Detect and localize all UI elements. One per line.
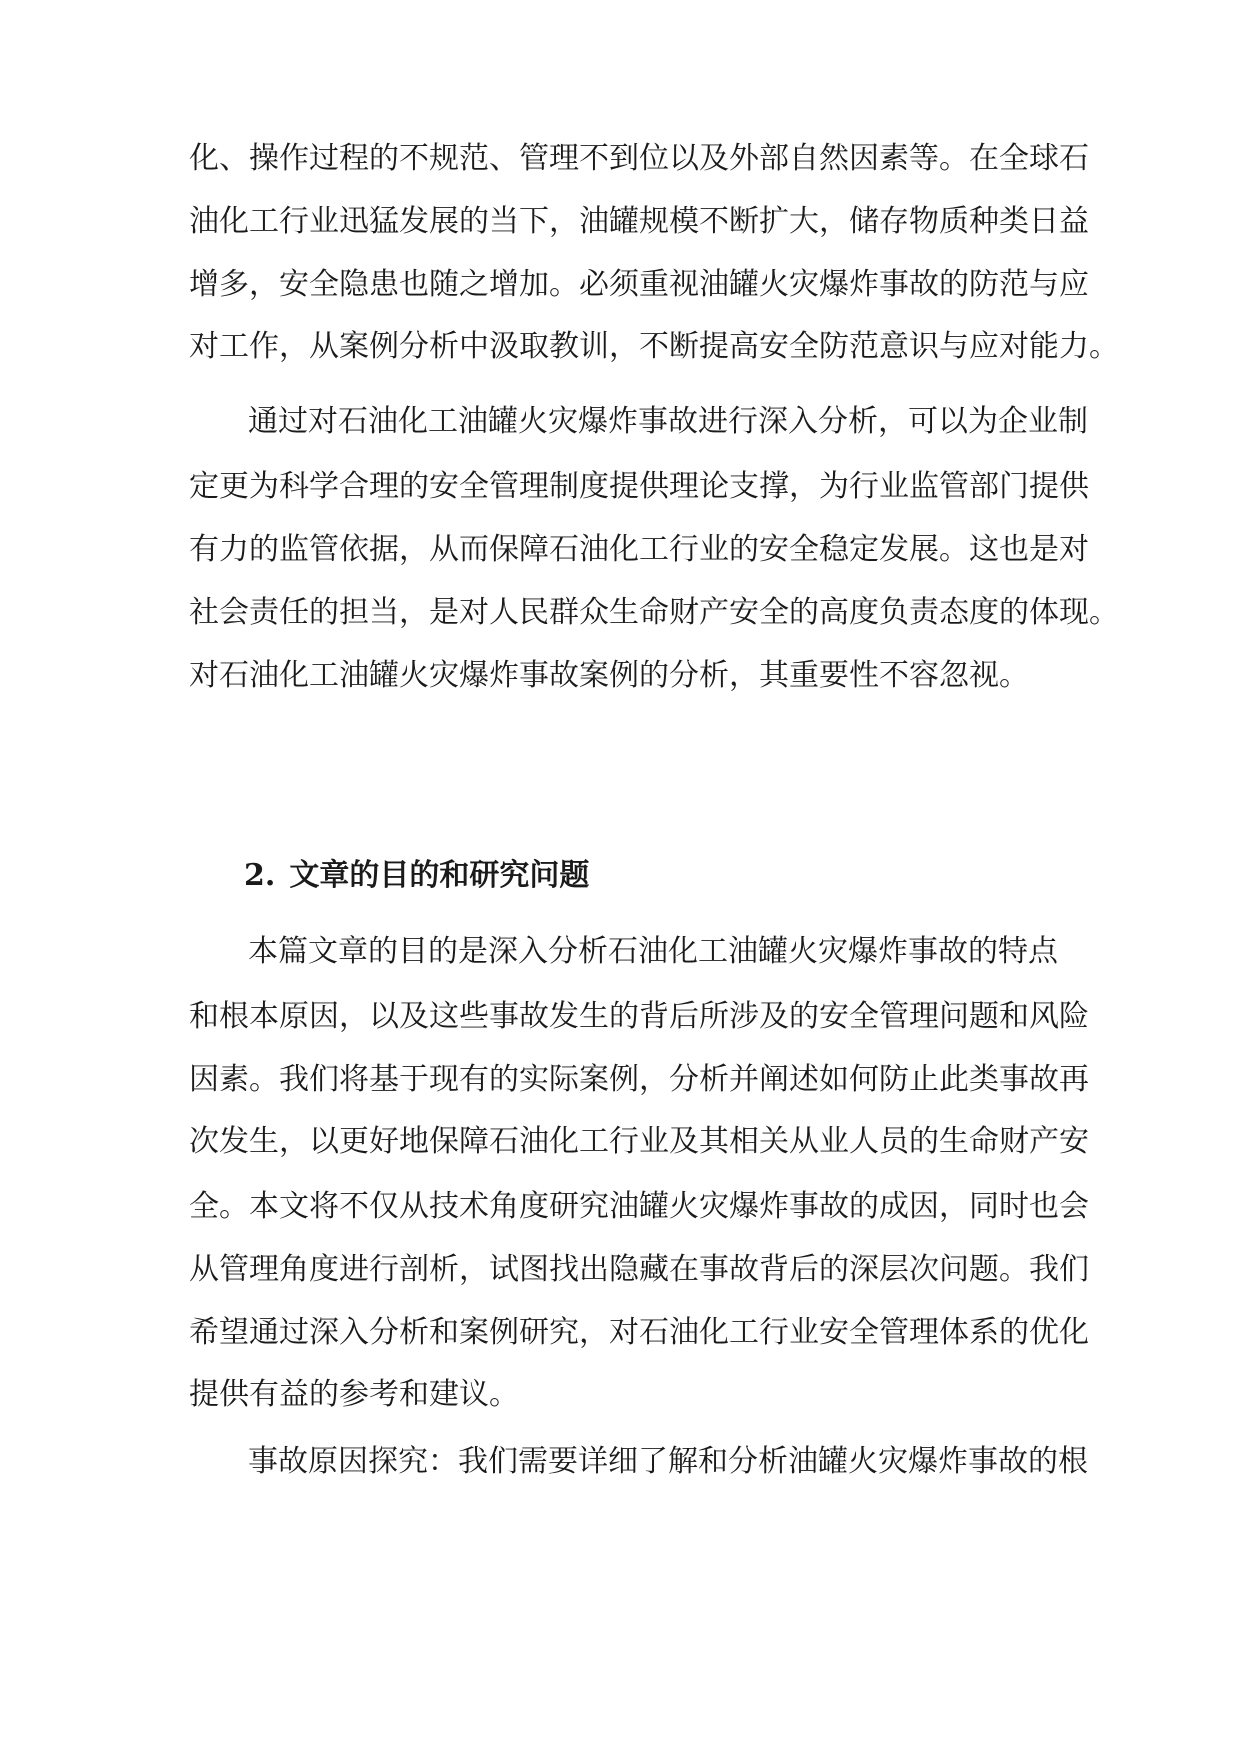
text-line: 定更为科学合理的安全管理制度提供理论支撑，为行业监管部门提供 [189, 469, 1089, 504]
text-line: 对工作，从案例分析中汲取教训，不断提高安全防范意识与应对能力。 [189, 329, 1119, 364]
text-line: 全。本文将不仅从技术角度研究油罐火灾爆炸事故的成因，同时也会 [189, 1189, 1089, 1224]
text-line: 希望通过深入分析和案例研究，对石油化工行业安全管理体系的优化 [189, 1315, 1089, 1350]
text-line: 化、操作过程的不规范、管理不到位以及外部自然因素等。在全球石 [189, 141, 1089, 176]
text-line: 和根本原因，以及这些事故发生的背后所涉及的安全管理问题和风险 [189, 999, 1089, 1034]
section-title: 文章的目的和研究问题 [289, 858, 590, 893]
text-line: 增多，安全隐患也随之增加。必须重视油罐火灾爆炸事故的防范与应 [189, 267, 1089, 302]
section-number: 2. [244, 858, 276, 893]
text-line: 次发生，以更好地保障石油化工行业及其相关从业人员的生命财产安 [189, 1124, 1089, 1159]
text-line: 有力的监管依据，从而保障石油化工行业的安全稳定发展。这也是对 [189, 532, 1089, 567]
text-line: 通过对石油化工油罐火灾爆炸事故进行深入分析，可以为企业制 [248, 404, 1088, 439]
text-line: 因素。我们将基于现有的实际案例，分析并阐述如何防止此类事故再 [189, 1062, 1089, 1097]
section-heading [244, 856, 589, 896]
text-line: 油化工行业迅猛发展的当下，油罐规模不断扩大，储存物质种类日益 [189, 204, 1089, 239]
text-line: 社会责任的担当，是对人民群众生命财产安全的高度负责态度的体现。 [189, 595, 1119, 630]
text-line: 提供有益的参考和建议。 [189, 1377, 519, 1412]
text-line: 从管理角度进行剖析，试图找出隐藏在事故背后的深层次问题。我们 [189, 1252, 1089, 1287]
text-line: 对石油化工油罐火灾爆炸事故案例的分析，其重要性不容忽视。 [189, 658, 1029, 693]
text-line: 事故原因探究：我们需要详细了解和分析油罐火灾爆炸事故的根 [248, 1444, 1088, 1479]
text-line: 本篇文章的目的是深入分析石油化工油罐火灾爆炸事故的特点 [248, 934, 1058, 969]
